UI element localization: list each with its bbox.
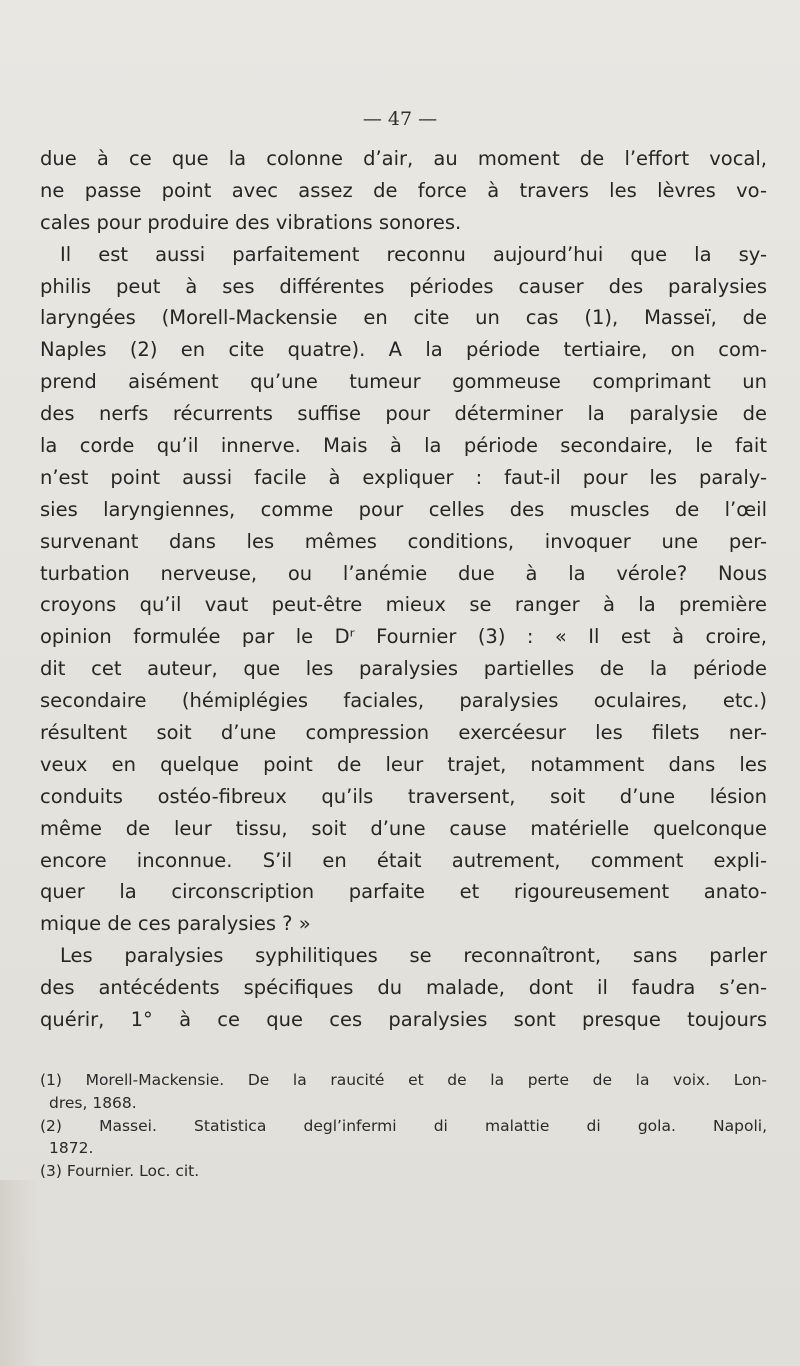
text-line: la corde qu’il innerve. Mais à la période secondaire, le fait: [40, 434, 767, 458]
text-line: Naples (2) en cite quatre). A la période tertiaire, on com-: [40, 338, 767, 362]
text-line: même de leur tissu, soit d’une cause matérielle quelconque: [40, 816, 767, 840]
footnote-line: dres, 1868.: [49, 1093, 137, 1112]
text-line: philis peut à ses différentes périodes causer des paralysies: [40, 274, 767, 298]
text-line: turbation nerveuse, ou l’anémie due à la vérole? Nous: [40, 561, 767, 585]
footnotes: [40, 1069, 767, 1183]
footnote-line: (2) Massei. Statistica degl’infermi di malattie di gola. Napoli,: [40, 1116, 767, 1135]
text-line: sies laryngiennes, comme pour celles des muscles de l’œil: [40, 497, 767, 521]
text-line: encore inconnue. S’il en était autrement, comment expli-: [40, 848, 767, 872]
page-edge-shadow: [0, 1180, 40, 1366]
text-line: des nerfs récurrents suffise pour déterminer la paralysie de: [40, 402, 767, 426]
text-line: opinion formulée par le Dʳ Fournier (3) : « Il est à croire,: [40, 625, 767, 649]
page-number: — 47 —: [362, 108, 438, 130]
text-line: des antécédents spécifiques du malade, dont il faudra s’en-: [40, 976, 767, 1000]
footnote-line: 1872.: [49, 1139, 94, 1158]
text-line: prend aisément qu’une tumeur gommeuse comprimant un: [40, 370, 767, 394]
text-line: quer la circonscription parfaite et rigoureusement anato-: [40, 880, 767, 904]
text-line: mique de ces paralysies ? »: [40, 912, 311, 936]
text-line: ne passe point avec assez de force à travers les lèvres vo-: [40, 178, 767, 202]
text-line: quérir, 1° à ce que ces paralysies sont presque toujours: [40, 1008, 767, 1032]
text-line: due à ce que la colonne d’air, au moment de l’effort vocal,: [40, 147, 767, 170]
text-line: conduits ostéo-fibreux qu’ils traversent, soit d’une lésion: [40, 784, 767, 808]
text-line: dit cet auteur, que les paralysies partielles de la période: [40, 657, 767, 681]
text-line: Les paralysies syphilitiques se reconnaîtront, sans parler: [60, 944, 767, 968]
footnote-line: (3) Fournier. Loc. cit.: [40, 1162, 200, 1181]
text-line: croyons qu’il vaut peut-être mieux se ranger à la première: [40, 593, 767, 617]
text-line: cales pour produire des vibrations sonores.: [40, 210, 462, 234]
text-line: Il est aussi parfaitement reconnu aujourd’hui que la sy-: [60, 242, 767, 266]
footnote-line: (1) Morell-Mackensie. De la raucité et de la perte de la voix. Lon-: [40, 1071, 767, 1089]
text-line: veux en quelque point de leur trajet, notamment dans les: [40, 752, 767, 776]
body-text: [40, 143, 767, 1036]
text-line: laryngées (Morell-Mackensie en cite un cas (1), Masseï, de: [40, 306, 767, 330]
text-line: résultent soit d’une compression exercéesur les filets ner-: [40, 721, 767, 745]
text-line: n’est point aussi facile à expliquer : faut-il pour les paraly-: [40, 465, 767, 489]
text-line: secondaire (hémiplégies faciales, paralysies oculaires, etc.): [40, 689, 767, 713]
text-line: survenant dans les mêmes conditions, invoquer une per-: [40, 529, 767, 553]
